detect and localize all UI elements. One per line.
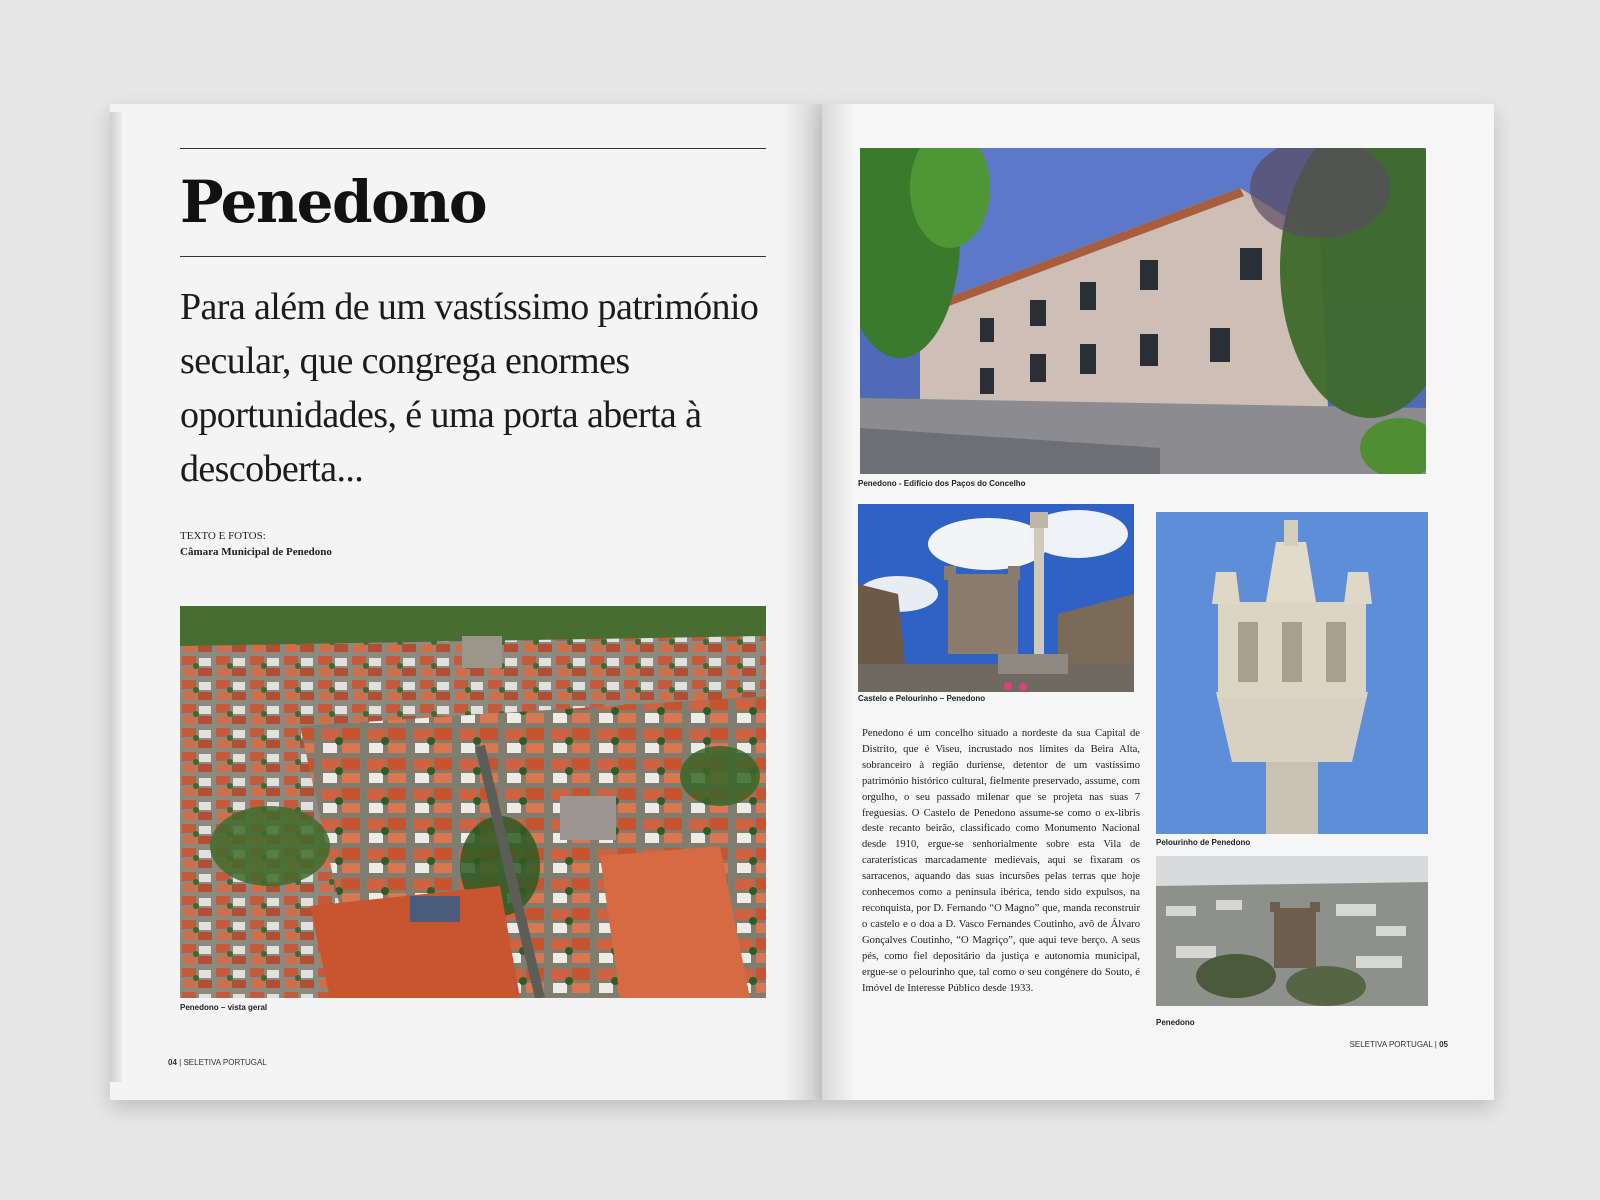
aerial-photo-caption: Penedono – vista geral: [180, 1003, 268, 1012]
left-folio-text: SELETIVA PORTUGAL: [183, 1058, 267, 1067]
aerial-town-image: [180, 606, 766, 998]
snow-view-photo: [1156, 856, 1428, 1006]
title-rule: [180, 256, 766, 257]
credit-label: TEXTO E FOTOS:: [180, 530, 266, 542]
credit-name: Câmara Municipal de Penedono: [180, 546, 332, 558]
town-hall-photo: [860, 148, 1426, 474]
folio-separator: |: [179, 1058, 184, 1067]
aerial-view-photo: [180, 606, 766, 998]
snow-town-image: [1156, 856, 1428, 1006]
right-page-number: 05: [1439, 1040, 1448, 1049]
right-folio-text: SELETIVA PORTUGAL: [1349, 1040, 1433, 1049]
town-hall-caption: Penedono - Edifício dos Paços do Concelho: [858, 479, 1026, 488]
left-folio: [168, 1058, 267, 1067]
magazine-spread: [110, 104, 1494, 1100]
right-folio: [1350, 1040, 1448, 1049]
lede-text: Para além de um vastíssimo património secular, que congrega enormes oportunidades, é uma porta aberta à descoberta...: [180, 286, 759, 490]
pillory-caption: Pelourinho de Penedono: [1156, 838, 1251, 847]
town-hall-image: [860, 148, 1426, 474]
snow-view-caption: Penedono: [1156, 1018, 1195, 1027]
left-page: [110, 104, 822, 1100]
castle-image: [858, 504, 1134, 692]
pillory-photo: [1156, 512, 1428, 834]
page-title: Penedono: [180, 168, 487, 236]
pillory-image: [1156, 512, 1428, 834]
right-page: [822, 104, 1494, 1100]
left-page-number: 04: [168, 1058, 177, 1067]
body-text: Penedono é um concelho situado a nordeste da sua Capital de Distrito, que é Viseu, incrustado nos limites da Beira Alta, sobranceiro à região duriense, detentor de um vastíssimo património histórico cultural, fielmente preservado, assume, com orgulho, o seu passado milenar que se projeta nas suas 7 freguesias. O Castelo de Penedono assume-se como o ex-libris deste recanto beirão, classificado como Monumento Nacional desde 1910, ergue-se senhorialmente sobre esta Vila de caraterísticas marcadamente medievais, aqui se fixaram os sarracenos, aquando das suas incursões pelas terras que hoje conhecemos como a península ibérica, tendo sido expulsos, na reconquista, por D. Fernando “O Magno” que, manda reconstruir o castelo e o doa a D. Vasco Fernandes Coutinho, avô de Álvaro Gonçalves Coutinho, “O Magriço”, que aqui teve berço. A seus pés, como fiel depositário da justiça e autonomia municipal, ergue-se o pelourinho que, tal como o seu congénere do Souto, é Imóvel de Interesse Público desde 1933.: [862, 728, 1140, 994]
castle-photo: [858, 504, 1134, 692]
top-rule: [180, 148, 766, 149]
folio-separator: |: [1434, 1040, 1440, 1049]
castle-caption: Castelo e Pelourinho – Penedono: [858, 694, 986, 703]
